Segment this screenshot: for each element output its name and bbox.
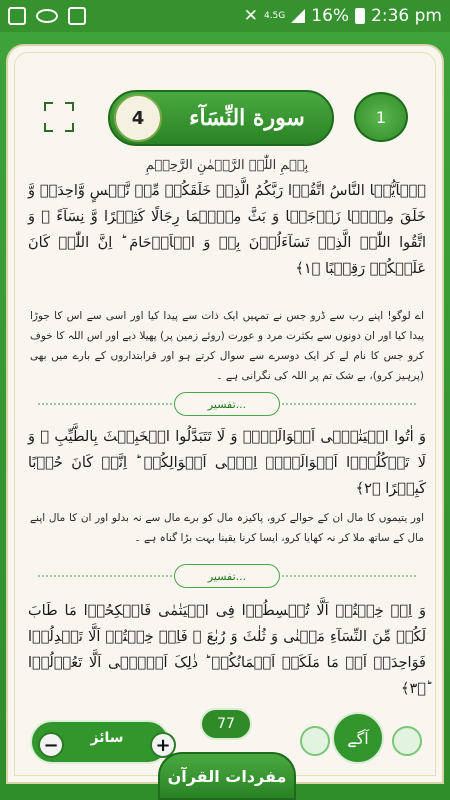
ornament-icon bbox=[392, 726, 422, 756]
signal-icon bbox=[291, 9, 305, 23]
ornament-icon bbox=[300, 726, 330, 756]
network-type: 4.5G bbox=[263, 10, 286, 21]
ninja-icon bbox=[36, 9, 58, 23]
mute-icon: ✕ bbox=[243, 6, 258, 26]
image-icon bbox=[8, 7, 26, 25]
next-page-button[interactable]: آگے bbox=[332, 712, 384, 764]
ayah-3: وَ اِنۡ خِفۡتُمۡ اَلَّا تُقۡسِطُوۡا فِی الۡیَتٰمٰی فَانۡکِحُوۡا مَا طَابَ لَکُمۡ مِّنَ النِّسَآءِ مَثۡنٰی وَ ثُلٰثَ وَ رُبٰعَ ۚ فَاِنۡ خِفۡتُمۡ اَلَّا تَعۡدِلُوۡا فَوَاحِدَۃً اَوۡ مَا مَلَکَتۡ اَیۡمَانُکُمۡ ؕ ذٰلِکَ اَدۡنٰۤی اَلَّا تَعُوۡلُوۡا ؕ﴿۳﴾ bbox=[28, 603, 426, 697]
bottom-controls bbox=[0, 690, 450, 800]
tafseer-button-2[interactable]: تفسیر... bbox=[174, 564, 280, 588]
surah-number: 1 bbox=[354, 92, 408, 142]
font-size-control bbox=[30, 720, 170, 764]
page-number[interactable]: 77 bbox=[200, 708, 252, 740]
decrease-size-button[interactable]: − bbox=[38, 732, 64, 758]
status-bar bbox=[0, 0, 450, 32]
translation-2: اور یتیموں کا مال ان کے حوالے کرو، پاکیزہ مال کو برے مال سے نہ بدلو اور ان کا مال اپنے مال کے ساتھ ملا کر نہ کھایا کرو، ایسا کرنا یقینا بہت بڑا گناہ ہے ۔ bbox=[30, 512, 424, 544]
surah-title-banner bbox=[108, 90, 334, 146]
juz-number: 4 bbox=[114, 94, 162, 142]
ayah-1: یٰۤاَیُّہَا النَّاسُ اتَّقُوۡا رَبَّکُمُ الَّذِیۡ خَلَقَکُمۡ مِّنۡ نَّفۡسٍ وَّاحِدَۃٍ وَّ خَلَقَ مِنۡہَا زَوۡجَہَا وَ بَثَّ مِنۡہُمَا رِجَالًا کَثِیۡرًا وَّ نِسَآءً ۚ وَ اتَّقُوا اللّٰہَ الَّذِیۡ تَسَآءَلُوۡنَ بِہٖ وَ الۡاَرۡحَامَ ؕ اِنَّ اللّٰہَ کَانَ عَلَیۡکُمۡ رَقِیۡبًا ﴿۱﴾ bbox=[28, 183, 426, 277]
tafseer-button-1[interactable]: تفسیر... bbox=[174, 392, 280, 416]
clock: 2:36 pm bbox=[371, 6, 442, 26]
quran-page[interactable] bbox=[6, 44, 444, 784]
ayah-2: وَ اٰتُوا الۡیَتٰمٰۤی اَمۡوَالَہُمۡ وَ لَا تَتَبَدَّلُوا الۡخَبِیۡثَ بِالطَّیِّبِ ۪ وَ لَا تَاۡکُلُوۡۤا اَمۡوَالَہُمۡ اِلٰۤی اَمۡوَالِکُمۡ ؕ اِنَّہٗ کَانَ حُوۡبًا کَبِیۡرًا ﴿۲﴾ bbox=[28, 429, 426, 497]
bismillah: بِسۡمِ اللّٰہِ الرَّحۡمٰنِ الرَّحِیۡمِ bbox=[145, 158, 309, 173]
surah-header bbox=[8, 88, 444, 146]
translation-1: اے لوگو! اپنے رب سے ڈرو جس نے تمہیں ایک ذات سے پیدا کیا اور اسی سے اس کا جوڑا پیدا کیا اور ان دونوں سے بکثرت مرد و عورت (روئے زمین پر) پھیلا دیے اور اس اللہ کا خوف کرو جس کا نام لے کر ایک دوسرے سے سوال کرتے ہو اور قرابتداروں کے بارے میں بھی (پرہیز کرو)، بے شک تم پر اللہ کی نگرانی ہے ۔ bbox=[30, 310, 424, 382]
fullscreen-icon[interactable] bbox=[44, 102, 74, 132]
size-label: سائز bbox=[90, 730, 124, 746]
increase-size-button[interactable]: + bbox=[150, 732, 176, 758]
gallery-icon bbox=[68, 7, 86, 25]
surah-name: سورة النِّسَآء bbox=[189, 105, 305, 131]
battery-icon bbox=[355, 8, 365, 24]
battery-percent: 16% bbox=[311, 6, 350, 26]
app-frame bbox=[0, 32, 450, 800]
app-brand: مفردات القرآن bbox=[158, 752, 296, 800]
